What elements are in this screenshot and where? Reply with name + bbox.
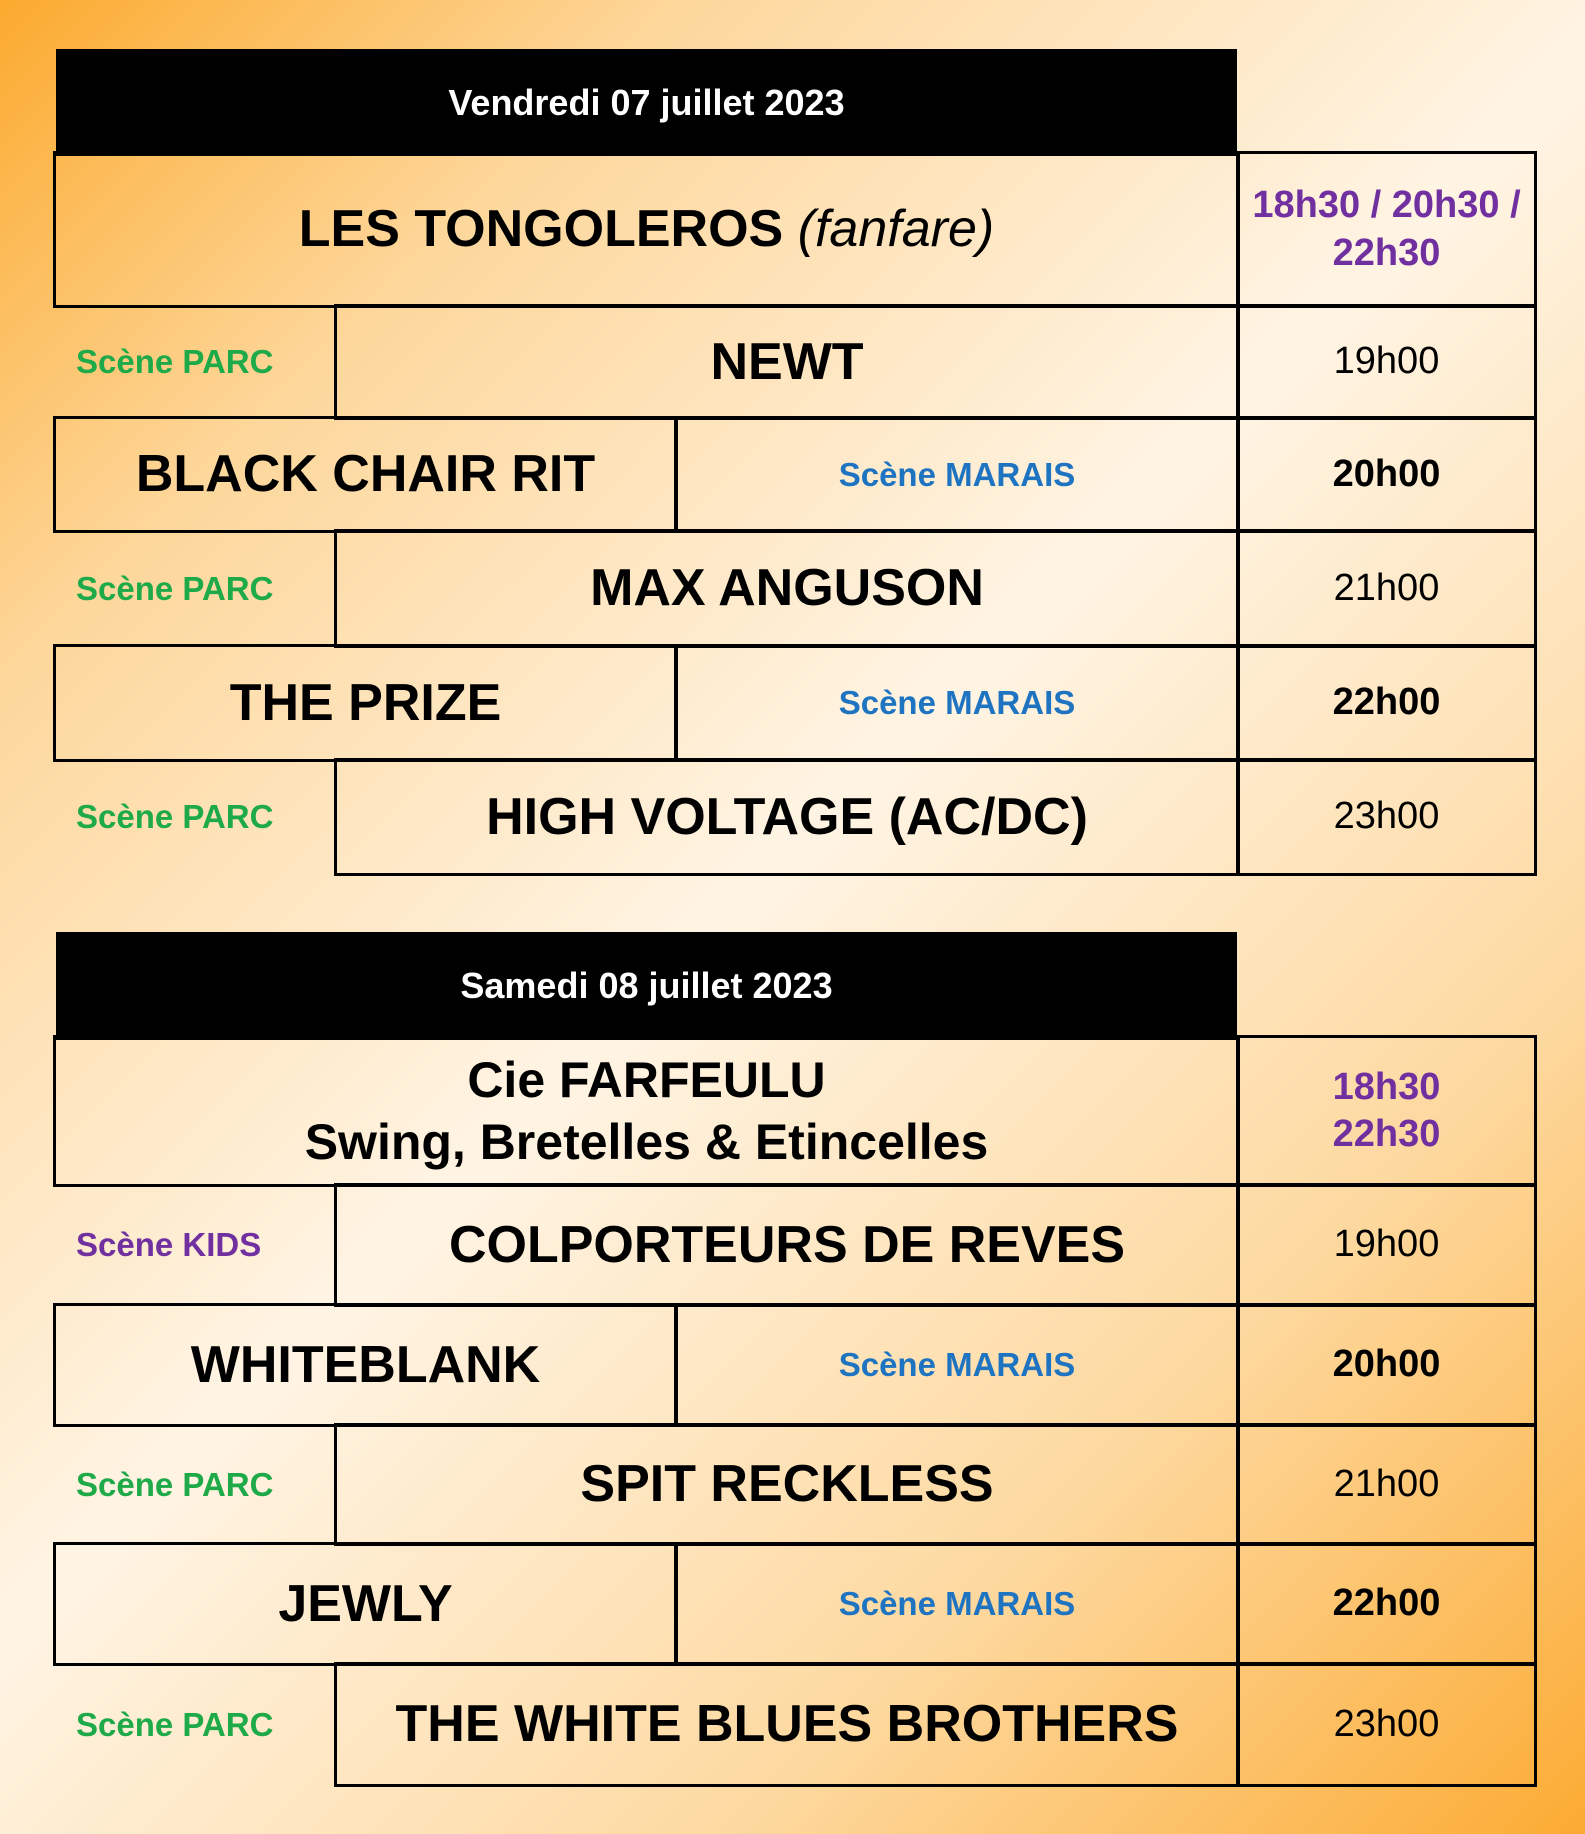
- act-cell: NEWT: [334, 304, 1240, 420]
- headliner-time: 18h30: [1332, 1065, 1441, 1108]
- act-cell: COLPORTEURS DE REVES: [334, 1183, 1240, 1307]
- day-header: [56, 932, 1237, 1040]
- headliner-genre: Swing, Bretelles & Etincelles: [304, 1114, 989, 1170]
- headliner-cell: [53, 1035, 1240, 1187]
- time-cell: 23h00: [1236, 1662, 1537, 1787]
- time-cell: 22h00: [1236, 1542, 1537, 1666]
- act-cell: BLACK CHAIR RIT: [53, 416, 678, 533]
- day-title: Samedi 08 juillet 2023: [460, 965, 833, 1006]
- stage-label: Scène MARAIS: [674, 416, 1240, 533]
- stage-label: Scène PARC: [76, 798, 274, 836]
- stage-label: Scène KIDS: [76, 1226, 262, 1264]
- act-cell: SPIT RECKLESS: [334, 1423, 1240, 1546]
- headliner-times: [1236, 151, 1537, 308]
- headliner-time: 22h30: [1332, 231, 1441, 274]
- act-cell: WHITEBLANK: [53, 1303, 678, 1427]
- time-cell: 20h00: [1236, 416, 1537, 533]
- time-cell: 21h00: [1236, 1423, 1537, 1546]
- headliner-times: [1236, 1035, 1537, 1187]
- stage-label: Scène MARAIS: [674, 1542, 1240, 1666]
- time-cell: 21h00: [1236, 529, 1537, 648]
- time-cell: 19h00: [1236, 304, 1537, 420]
- act-cell: HIGH VOLTAGE (AC/DC): [334, 758, 1240, 876]
- act-cell: MAX ANGUSON: [334, 529, 1240, 648]
- headliner-name: LES TONGOLEROS: [298, 200, 784, 258]
- time-cell: 20h00: [1236, 1303, 1537, 1427]
- stage-label: Scène MARAIS: [674, 1303, 1240, 1427]
- stage-label: Scène PARC: [76, 569, 274, 607]
- time-cell: 19h00: [1236, 1183, 1537, 1307]
- stage-label: Scène MARAIS: [674, 644, 1240, 762]
- act-cell: JEWLY: [53, 1542, 678, 1666]
- headliner-name: Cie FARFEULU: [467, 1051, 826, 1108]
- headliner-time: 22h30: [1332, 1113, 1441, 1155]
- act-cell: THE PRIZE: [53, 644, 678, 762]
- stage-label: Scène PARC: [76, 1465, 274, 1503]
- headliner-genre: (fanfare): [797, 200, 995, 258]
- stage-label: Scène PARC: [76, 343, 274, 381]
- headliner-time: 18h30 / 20h30 /: [1252, 184, 1521, 226]
- time-cell: 23h00: [1236, 758, 1537, 876]
- headliner-cell: [53, 151, 1240, 308]
- day-header: [56, 49, 1237, 156]
- time-cell: 22h00: [1236, 644, 1537, 762]
- stage-label: Scène PARC: [76, 1705, 274, 1743]
- act-cell: THE WHITE BLUES BROTHERS: [334, 1662, 1240, 1787]
- day-title: Vendredi 07 juillet 2023: [448, 81, 845, 123]
